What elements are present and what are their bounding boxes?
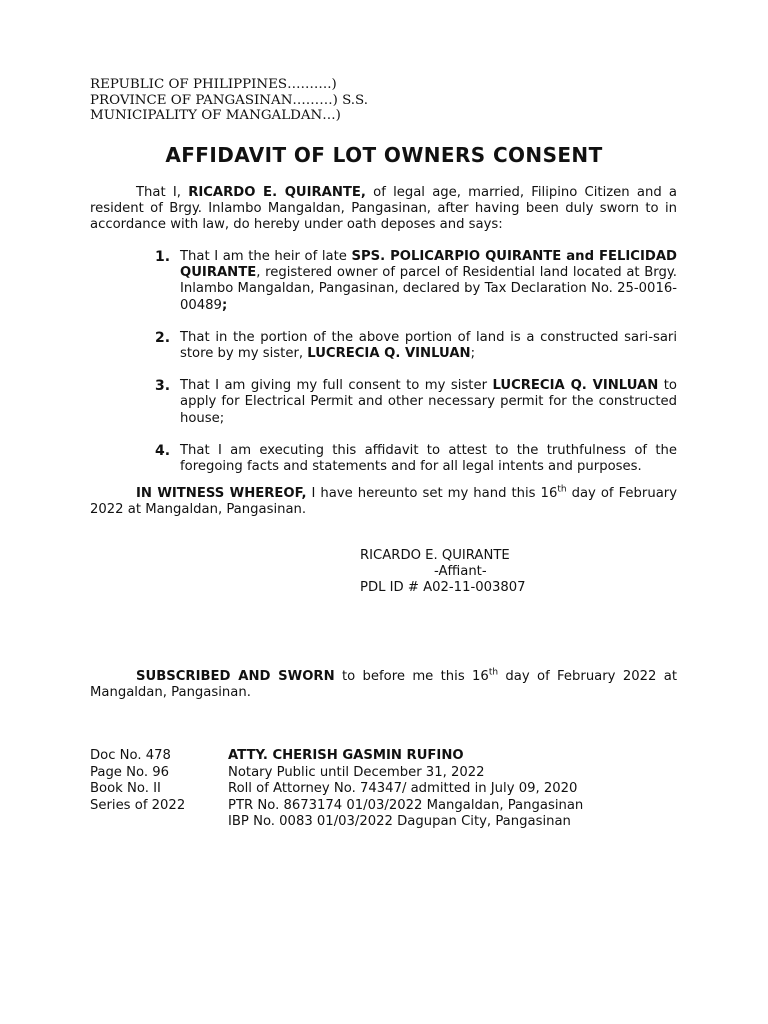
affiant-role: -Affiant- bbox=[434, 564, 487, 580]
statements-list bbox=[155, 249, 677, 491]
affiant-name: RICARDO E. QUIRANTE bbox=[360, 548, 510, 563]
intro-pre: That I, bbox=[136, 185, 189, 200]
statement-text: That I am giving my full consent to my sister bbox=[180, 378, 493, 394]
venue-line-province: PROVINCE OF PANGASINAN………) S.S. bbox=[90, 92, 368, 108]
statement-item bbox=[155, 443, 677, 475]
affiant-name-intro: RICARDO E. QUIRANTE, bbox=[188, 185, 366, 200]
notary-row bbox=[90, 781, 583, 798]
notary-doc-ref: Doc No. 478 bbox=[90, 748, 171, 763]
jurat-paragraph bbox=[90, 669, 677, 701]
statement-number: 4. bbox=[155, 442, 171, 459]
affiant-id: PDL ID # A02-11-003807 bbox=[360, 580, 526, 596]
notary-detail bbox=[228, 748, 583, 765]
statement-item bbox=[155, 330, 677, 362]
witness-lead: IN WITNESS WHEREOF, bbox=[136, 486, 307, 501]
venue-header bbox=[90, 77, 368, 124]
witness-text: I have hereunto set my hand this 16 bbox=[306, 486, 558, 501]
statement-number: 1. bbox=[155, 249, 171, 265]
document-title: AFFIDAVIT OF LOT OWNERS CONSENT bbox=[165, 143, 603, 167]
statement-bold-name: LUCRECIA Q. VINLUAN bbox=[307, 346, 471, 362]
statement-bold-name: SPS. POLICARPIO QUIRANTE and FELICIDAD QUIRANTE bbox=[180, 249, 677, 281]
venue-line-republic: REPUBLIC OF PHILIPPINES……….) bbox=[90, 77, 337, 92]
statement-number: 3. bbox=[155, 378, 171, 395]
notary-doc-ref: Series of 2022 bbox=[90, 797, 186, 813]
venue-line-municipality: MUNICIPALITY OF MANGALDAN…) bbox=[90, 108, 341, 123]
statement-text: That in the portion of the above portion of land is a constructed sari-sari store by my sister, bbox=[180, 329, 677, 362]
intro-post: of legal age, married, Filipino Citizen and a resident of Brgy. Inlambo Mangaldan, Pangasinan, after having been duly sworn to in accordance with law, do hereby under oath deposes and says: bbox=[90, 185, 677, 233]
statement-bold-punct: ; bbox=[221, 297, 228, 313]
statement-number: 2. bbox=[155, 329, 171, 346]
notary-name: ATTY. CHERISH GASMIN RUFINO bbox=[228, 748, 464, 763]
notary-block bbox=[90, 748, 583, 831]
notary-table bbox=[90, 748, 583, 831]
jurat-text: to before me this 16 bbox=[334, 669, 489, 684]
notary-detail: PTR No. 8673174 01/03/2022 Mangaldan, Pangasinan bbox=[228, 797, 584, 813]
notary-row bbox=[90, 748, 583, 765]
jurat-lead: SUBSCRIBED AND SWORN bbox=[136, 669, 335, 684]
notary-detail: IBP No. 0083 01/03/2022 Dagupan City, Pangasinan bbox=[228, 814, 571, 829]
notary-row bbox=[90, 765, 583, 782]
statement-text: , registered owner of parcel of Residential land located at Brgy. Inlambo Mangaldan, Pangasinan, declared by Tax Declaration No. 25-0016-00489 bbox=[180, 265, 677, 313]
statement-text: That I am the heir of late bbox=[180, 249, 352, 264]
jurat-ordinal: th bbox=[488, 667, 499, 678]
witness-ordinal: th bbox=[557, 484, 567, 495]
witness-paragraph bbox=[90, 486, 677, 518]
affiant-signature-block bbox=[360, 548, 526, 597]
statement-text: to apply for Electrical Permit and other necessary permit for the constructed house; bbox=[180, 378, 677, 426]
intro-paragraph bbox=[90, 185, 677, 234]
notary-doc-ref bbox=[90, 814, 228, 831]
statement-text: ; bbox=[470, 346, 476, 362]
statement-bold-name: LUCRECIA Q. VINLUAN bbox=[492, 378, 659, 394]
statement-item bbox=[155, 378, 677, 427]
notary-detail: Roll of Attorney No. 74347/ admitted in July 09, 2020 bbox=[228, 781, 578, 796]
statement-text: That I am executing this affidavit to attest to the truthfulness of the foregoing facts and statements and for all legal intents and purposes. bbox=[180, 442, 677, 475]
notary-row bbox=[90, 814, 583, 831]
notary-row bbox=[90, 798, 583, 815]
notary-detail: Notary Public until December 31, 2022 bbox=[228, 764, 485, 780]
witness-text: day of February 2022 at Mangaldan, Pangasinan. bbox=[90, 486, 678, 518]
notary-doc-ref: Book No. II bbox=[90, 781, 161, 796]
notary-doc-ref: Page No. 96 bbox=[90, 764, 169, 780]
jurat-text: day of February 2022 at Mangaldan, Pangasinan. bbox=[90, 669, 677, 701]
statement-item bbox=[155, 249, 677, 314]
